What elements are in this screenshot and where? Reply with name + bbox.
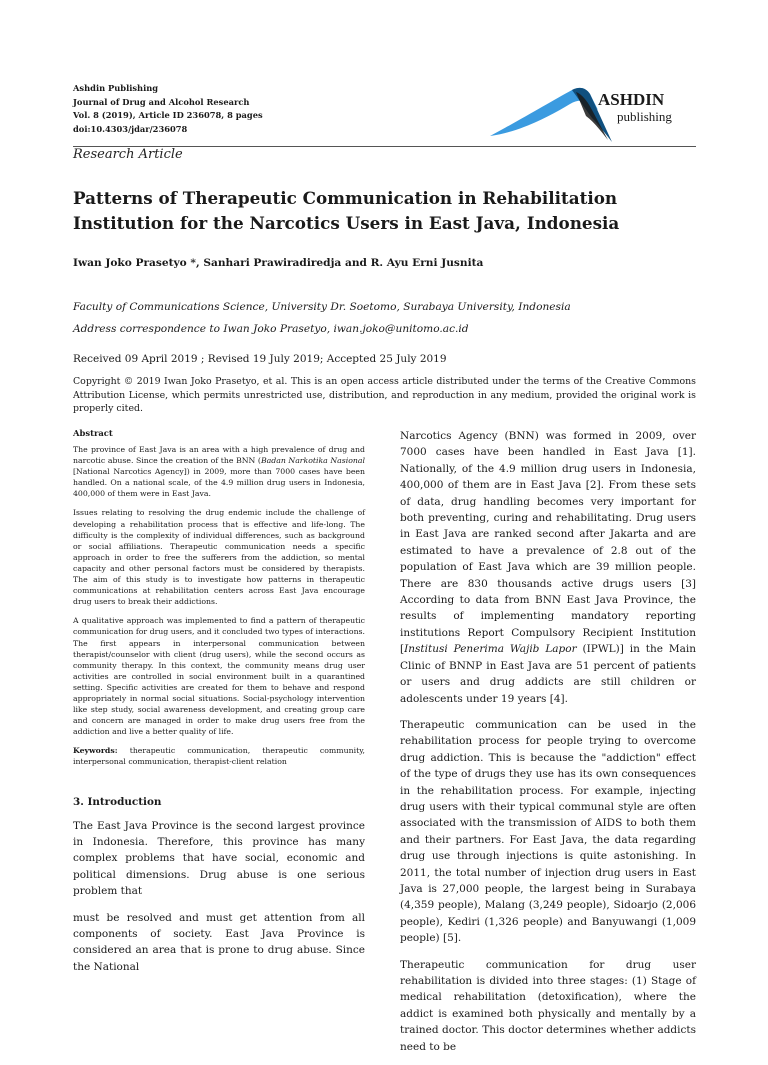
body-paragraph: must be resolved and must get attention from all components of society. East Java Province is considered an area that is prone to drug abuse. Since the National: [73, 911, 365, 973]
authors: Iwan Joko Prasetyo *, Sanhari Prawiradiredja and R. Ayu Erni Jusnita: [73, 257, 484, 269]
keywords-label: Keywords:: [73, 746, 118, 756]
publisher-name: Ashdin Publishing: [73, 83, 159, 93]
section-heading: 3. Introduction: [73, 795, 162, 808]
correspondence: Address correspondence to Iwan Joko Prasetyo, iwan.joko@unitomo.ac.id: [73, 323, 469, 335]
keywords-list: therapeutic communication, therapeutic community, interpersonal communication, therapist-client relation: [73, 746, 365, 767]
dates: Received 09 April 2019 ; Revised 19 July 2019; Accepted 25 July 2019: [73, 353, 447, 365]
body-paragraph: [400, 428, 696, 707]
abstract-paragraph: [73, 444, 365, 499]
left-column: [73, 428, 365, 985]
affiliation-block: [73, 296, 571, 340]
journal-name: Journal of Drug and Alcohol Research: [73, 96, 250, 107]
article-type: Research Article: [73, 147, 183, 162]
right-column: [400, 428, 696, 1065]
abstract-paragraph: A qualitative approach was implemented to find a pattern of therapeutic communication for drug users, and it concluded two types of interactions. The first appears in interpersonal communication between therapist/counselor with client (drug users), while the second occurs as community therapy. In this context, the community means drug user activities are controlled in social environment built in a quarantined setting. Specific activities are created for them to behave and respond appropriately in normal social situations. Social-psychology intervention like step study, social awareness development, and creating group care and concern are managed in order to make drug users free from the addiction and live a better quality of life.: [73, 616, 365, 737]
doi: doi:10.4303/jdar/236078: [73, 123, 188, 134]
abstract-italic: Badan Narkotika Nasional: [260, 456, 365, 466]
body-text: Narcotics Agency (BNN) was formed in 2009, over 7000 cases have been handled in East Java [1]. Nationally, of the 4.9 million drug users in Indonesia, 400,000 of them are in East Java [2]. From these sets of data, drug handling becomes very important for both preventing, curing and rehabilitating. Drug users in East Java are ranked second after Jakarta and are estimated to have a prevalence of 2.8 out of the population of East Java which are 39 million people. There are 830 thousands active drugs users [3] According to data from BNN East Java Province, the results of implementing mandatory reporting institutions Report Compulsory Recipient Institution [: [400, 430, 696, 656]
keywords: [73, 745, 365, 767]
abstract-heading: Abstract: [73, 428, 113, 438]
body-paragraph: Therapeutic communication can be used in the rehabilitation process for people trying to overcome drug addiction. This is because the "addiction" effect of the type of drugs they use has its own consequences in the rehabilitation process. For example, injecting drug users with their typical communal style are often associated with the transmission of AIDS to both them and their partners. For East Java, the data regarding drug use through injections is quite astonishing. In 2011, the total number of injection drug users in East Java is 27,000 people, the largest being in Surabaya (4,359 people), Malang (3,249 people), Sidoarjo (2,006 people), Kediri (1,326 people) and Banyuwangi (1,009 people) [5].: [400, 718, 696, 945]
ashdin-logo: [480, 80, 720, 160]
logo-subtitle: publishing: [617, 109, 672, 124]
body-paragraph: The East Java Province is the second largest province in Indonesia. Therefore, this province has many complex problems that have social, economic and political dimensions. Drug abuse is one serious problem that: [73, 819, 365, 898]
affiliation: Faculty of Communications Science, University Dr. Soetomo, Surabaya University, Indonesia: [73, 301, 571, 313]
abstract-text: The province of East Java is an area with a high prevalence of drug and narcotic abuse. Since the creation of the BNN (: [73, 445, 365, 466]
abstract-paragraph: Issues relating to resolving the drug endemic include the challenge of developing a rehabilitation process that is effective and life-long. The difficulty is the complexity of individual differences, such as background or social affiliations. Therapeutic communication needs a specific approach in order to free the sufferers from the addiction, so mental capacity and other personal factors must be considered by therapists. The aim of this study is to investigate how patterns in therapeutic communications at rehabilitation centers across East Java encourage drug users to break their addictions.: [73, 508, 365, 607]
body-italic: Institusi Penerima Wajib Lapor: [404, 643, 577, 656]
logo-name: ASHDIN: [598, 90, 665, 109]
paper-title: Patterns of Therapeutic Communication in Rehabilitation Institution for the Narcotics Users in East Java, Indonesia: [73, 188, 620, 233]
volume-info: Vol. 8 (2019), Article ID 236078, 8 pages: [73, 110, 263, 121]
journal-meta: [73, 82, 263, 136]
body-paragraph: Therapeutic communication for drug user rehabilitation is divided into three stages: (1) Stage of medical rehabilitation (detoxification), where the addict is examined both physically and mentally by a trained doctor. This doctor determines whether addicts need to be: [400, 958, 696, 1053]
abstract-text: [National Narcotics Agency]) in 2009, more than 7000 cases have been handled. On a national scale, of the 4.9 million drug users in Indonesia, 400,000 of them were in East Java.: [73, 467, 365, 499]
copyright: Copyright © 2019 Iwan Joko Prasetyo, et al. This is an open access article distributed under the terms of the Creative Commons Attribution License, which permits unrestricted use, distribution, and reproduction in any medium, provided the original work is properly cited.: [73, 376, 696, 414]
body-text: (IPWL)] in the Main Clinic of BNNP in East Java are 51 percent of patients or users and drug addicts are still children or adolescents under 19 years [4].: [400, 643, 696, 705]
